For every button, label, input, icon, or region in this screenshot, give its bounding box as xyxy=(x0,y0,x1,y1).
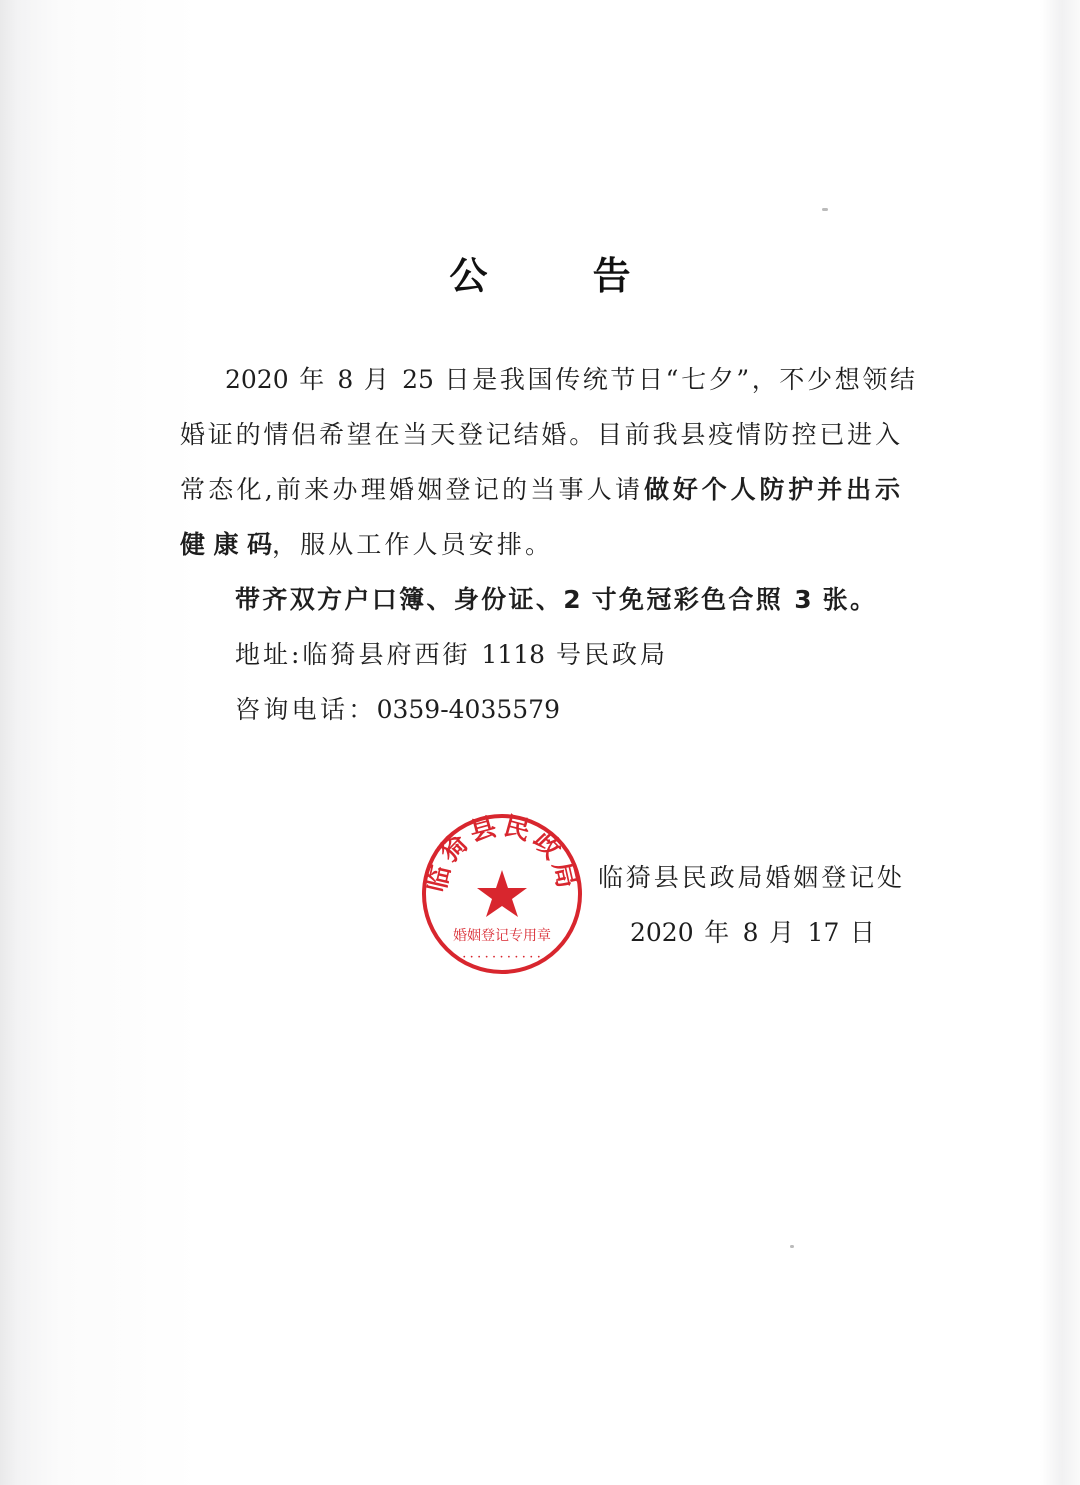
notice-title: 公 告 xyxy=(449,254,677,298)
seal-inner-text: 婚姻登记专用章 xyxy=(453,928,551,944)
scan-speck xyxy=(790,1245,794,1248)
body-line-4 xyxy=(180,528,550,562)
scan-speck xyxy=(822,208,828,211)
seal-star-icon xyxy=(477,870,527,917)
body-line-4-text: ，服从工作人员安排。 xyxy=(272,530,550,559)
body-line-3-text: 常态化,前来办理婚姻登记的当事人请 xyxy=(180,475,640,504)
address: 地址:临猗县府西街 1118 号民政局 xyxy=(235,640,665,669)
phone: 咨询电话：0359-4035579 xyxy=(235,695,560,724)
body-line-3-emphasis: 做好个人防护并出示 xyxy=(644,475,900,504)
issue-date: 2020 年 8 月 17 日 xyxy=(630,918,875,947)
body-line-2: 婚证的情侣希望在当天登记结婚。目前我县疫情防控已进入 xyxy=(180,420,900,449)
seal-ring-text: 临猗县民政局 xyxy=(421,812,583,895)
issuer-signature: 临猗县民政局婚姻登记处 xyxy=(598,863,902,892)
body-line-4-emphasis: 健康码 xyxy=(180,530,272,559)
body-line-3 xyxy=(180,473,900,507)
svg-text:• • • • • • • • • • •: • • • • • • • • • • • xyxy=(462,954,542,961)
documents-required: 带齐双方户口簿、身份证、2 寸免冠彩色合照 3 张。 xyxy=(235,585,875,614)
body-line-1: 2020 年 8 月 25 日是我国传统节日“七夕”，不少想领结 xyxy=(225,365,915,394)
official-seal xyxy=(420,812,584,976)
